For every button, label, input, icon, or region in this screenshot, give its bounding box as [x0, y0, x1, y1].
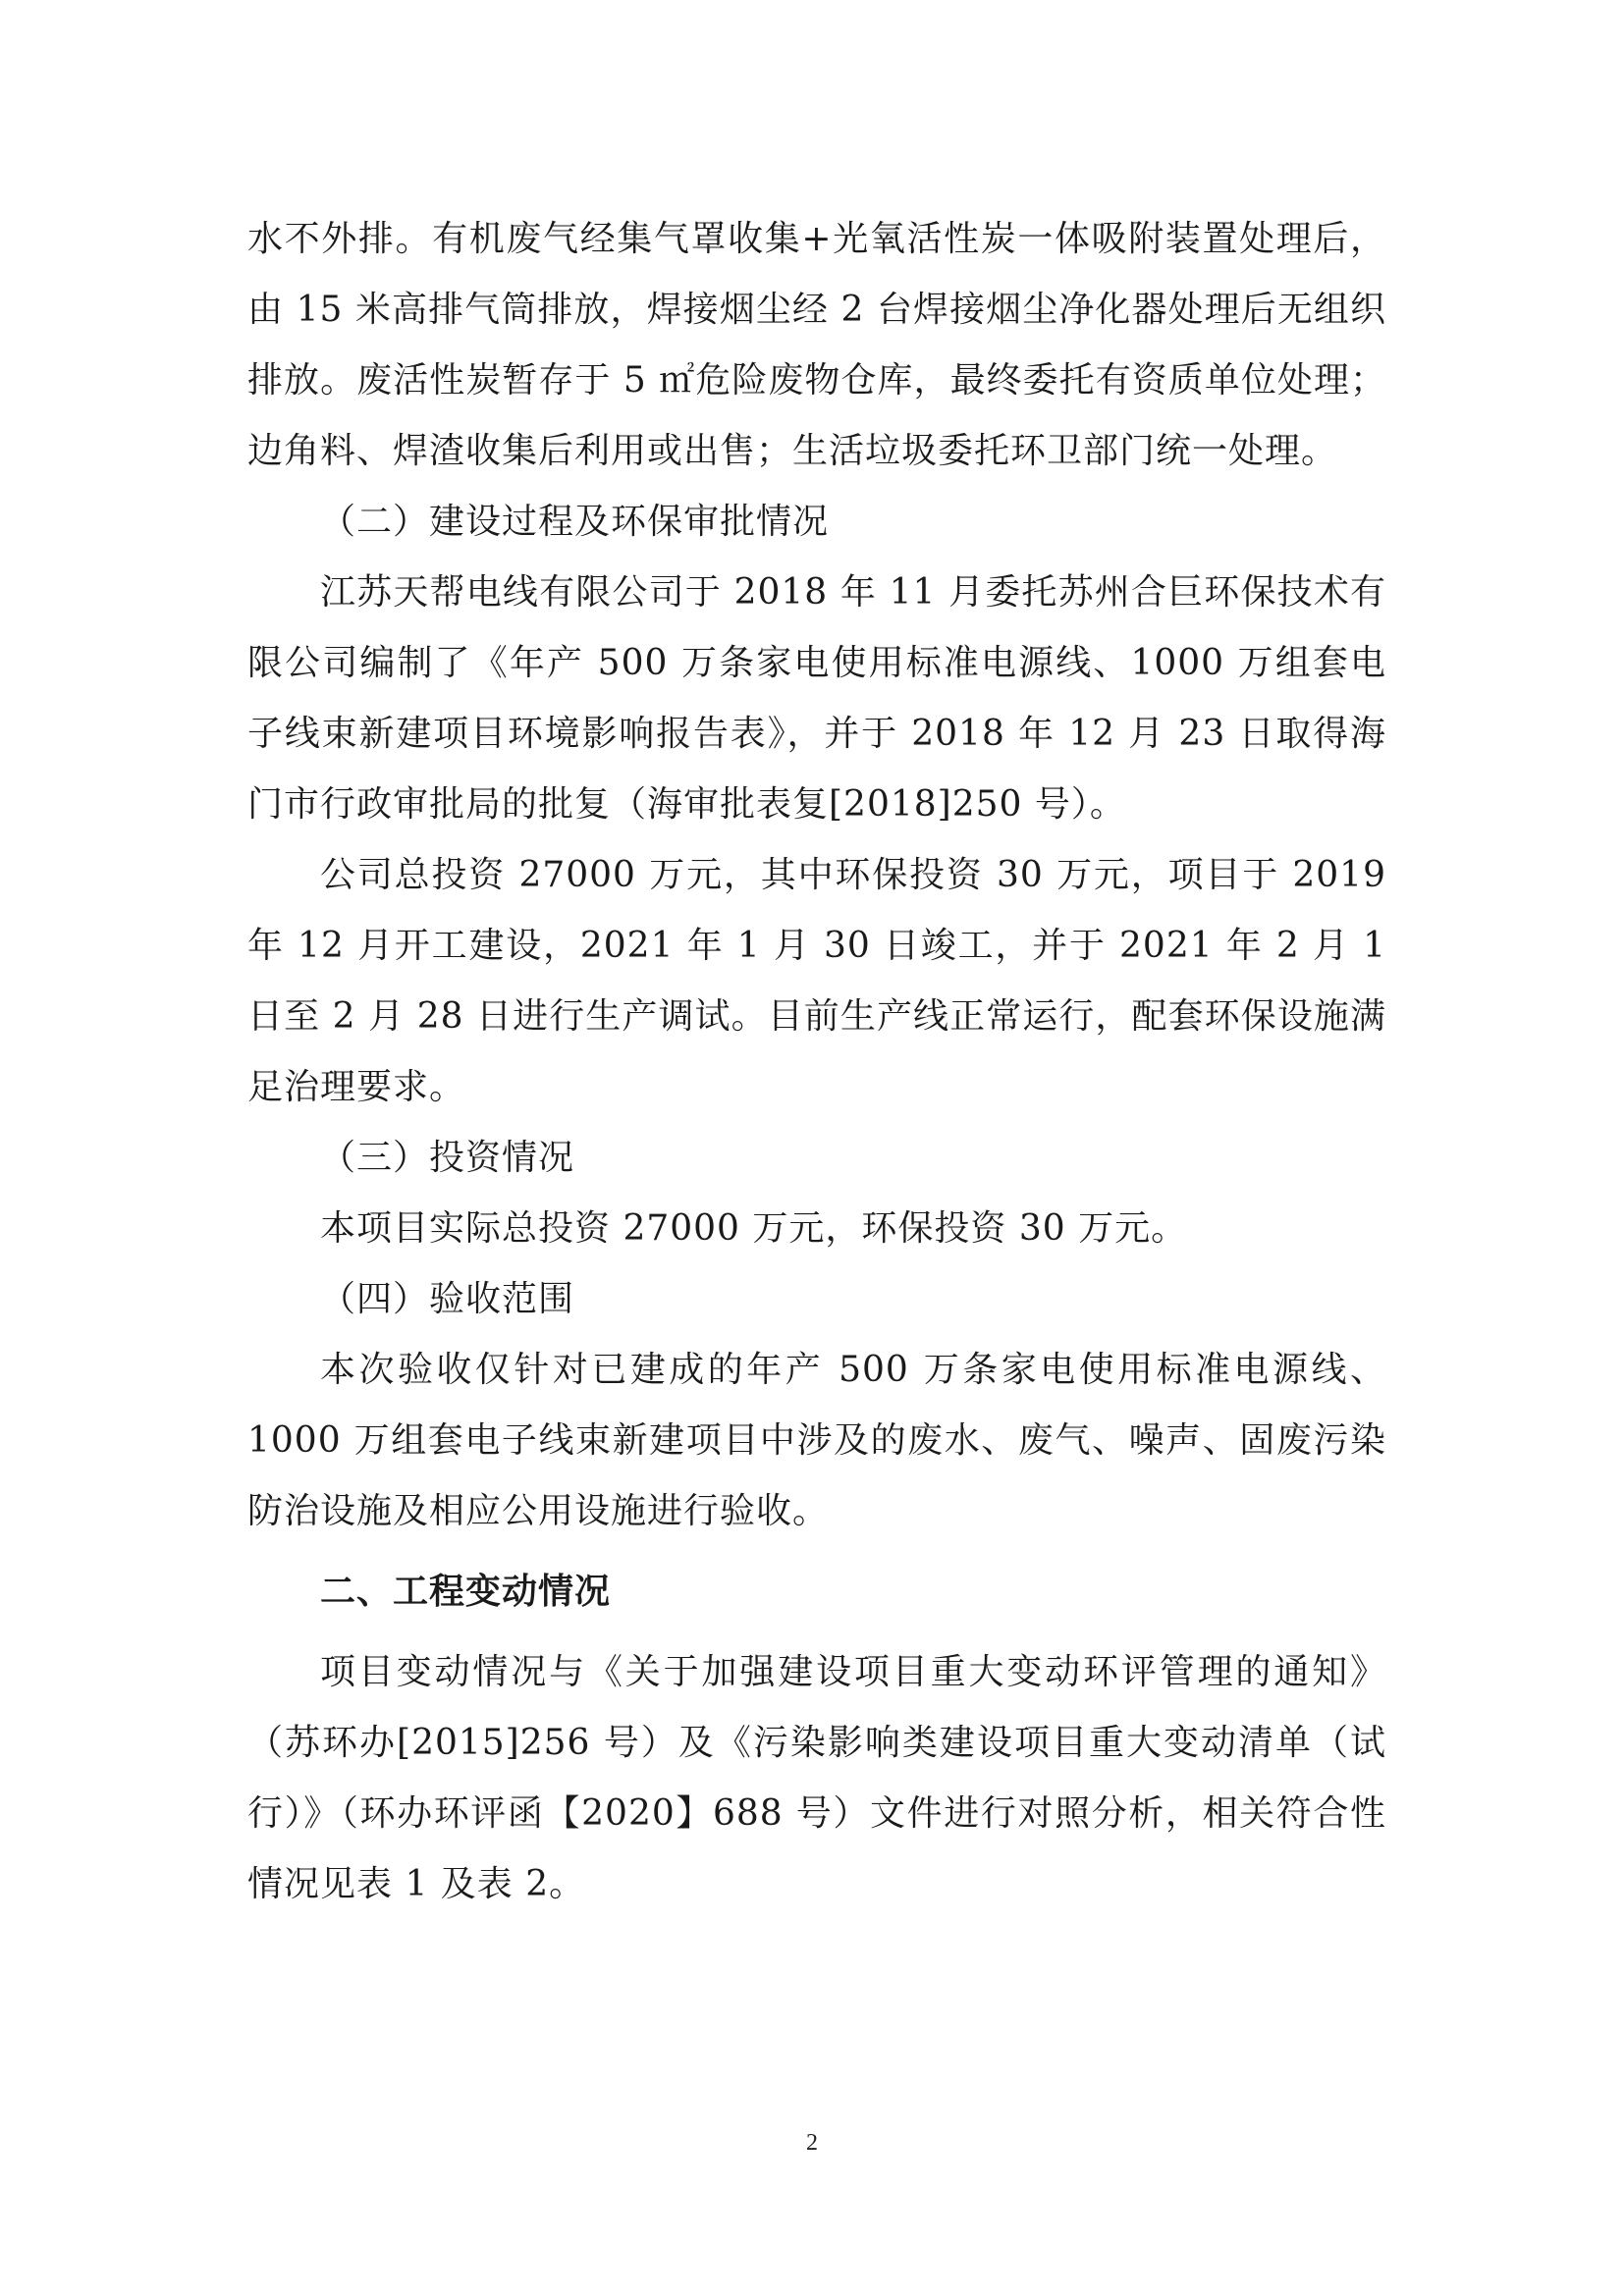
subheading-investment: （三）投资情况 — [320, 1138, 575, 1178]
page-number: 2 — [806, 2130, 818, 2156]
subheading-acceptance-scope: （四）验收范围 — [320, 1279, 575, 1319]
paragraph-acceptance-scope: 本次验收仅针对已建成的年产 500 万条家电使用标准电源线、1000 万组套电子线束新建项目中涉及的废水、废气、噪声、固废污染防治设施及相应公用设施进行验收。 — [247, 1350, 1386, 1531]
section-heading-project-changes: 二、工程变动情况 — [320, 1572, 612, 1612]
paragraph-continuation: 水不外排。有机废气经集气罩收集+光氧活性炭一体吸附装置处理后，由 15 米高排气筒排放，焊接烟尘经 2 台焊接烟尘净化器处理后无组织排放。废活性炭暂存于 5 ㎡危险废物仓库，最终委托有资质单位处理；边角料、焊渣收集后利用或出售；生活垃圾委托环卫部门统一处理。 — [247, 219, 1386, 471]
document-body — [247, 204, 1386, 1920]
subheading-construction-approval: （二）建设过程及环保审批情况 — [320, 502, 830, 542]
paragraph-investment: 本项目实际总投资 27000 万元，环保投资 30 万元。 — [320, 1208, 1188, 1249]
paragraph-investment-schedule: 公司总投资 27000 万元，其中环保投资 30 万元，项目于 2019 年 12 月开工建设，2021 年 1 月 30 日竣工，并于 2021 年 2 月 1 日至 2 月 28 日进行生产调试。目前生产线正常运行，配套环保设施满足治理要求。 — [247, 855, 1386, 1107]
paragraph-project-changes: 项目变动情况与《关于加强建设项目重大变动环评管理的通知》（苏环办[2015]256 号）及《污染影响类建设项目重大变动清单（试行）》（环办环评函【2020】688 号）文件进行对照分析，相关符合性情况见表 1 及表 2。 — [247, 1652, 1386, 1904]
paragraph-construction-approval: 江苏天帮电线有限公司于 2018 年 11 月委托苏州合巨环保技术有限公司编制了《年产 500 万条家电使用标准电源线、1000 万组套电子线束新建项目环境影响报告表》，并于 2018 年 12 月 23 日取得海门市行政审批局的批复（海审批表复[2018]250 号）。 — [247, 572, 1386, 825]
